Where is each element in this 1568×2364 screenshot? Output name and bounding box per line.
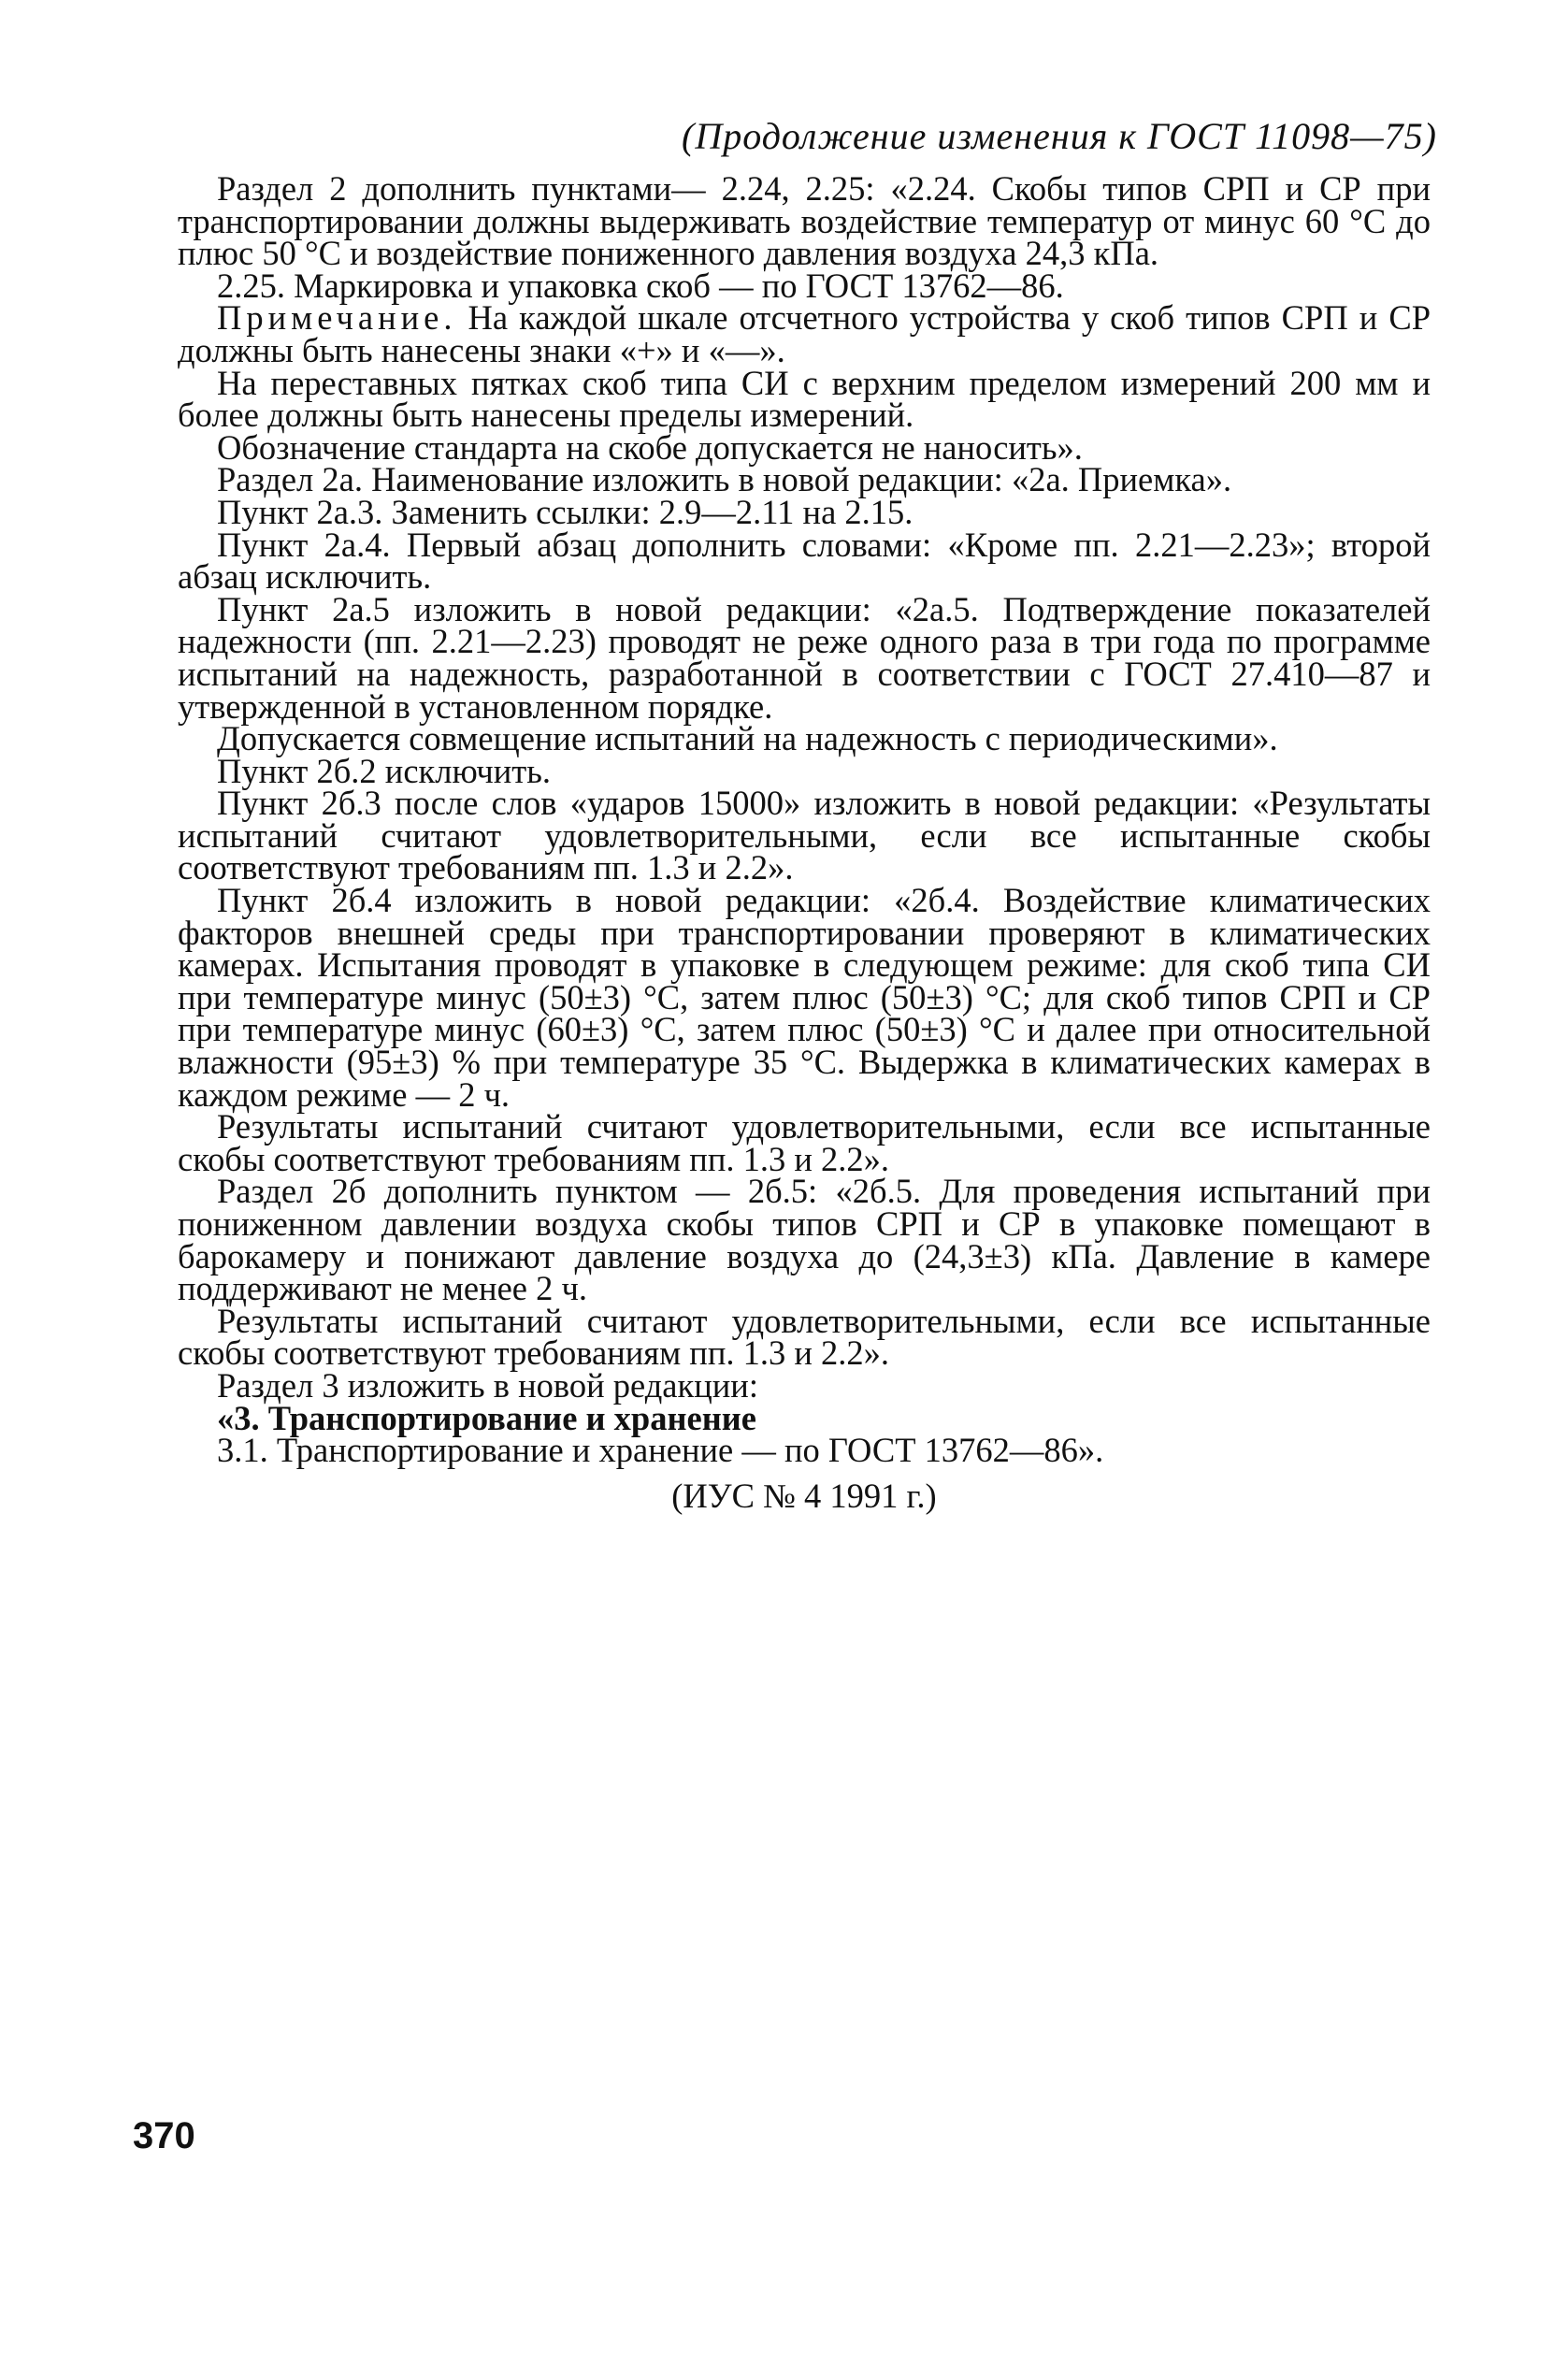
paragraph-2a-4: Пункт 2а.4. Первый абзац дополнить словами: «Кроме пп. 2.21—2.23»; второй абзац исключить. — [178, 525, 1431, 597]
paragraph-results-1: Результаты испытаний считают удовлетворительными, если все испытанные скобы соответствуют требованиям пп. 1.3 и 2.2». — [178, 1107, 1431, 1178]
amendment-text — [178, 169, 1431, 1515]
page-number: 370 — [133, 2115, 195, 2156]
paragraph-2b-2: Пункт 2б.2 исключить. — [217, 751, 551, 790]
section-3-heading: «3. Транспортирование и хранение — [217, 1398, 756, 1437]
paragraph-si-heels: На переставных пятках скоб типа СИ с верхним пределом измерений 200 мм и более должны быть нанесены пределы измерений. — [178, 363, 1431, 435]
paragraph-section-2a: Раздел 2а. Наименование изложить в новой редакции: «2а. Приемка». — [217, 460, 1232, 499]
paragraph-section-3: Раздел 3 изложить в новой редакции: — [217, 1365, 758, 1405]
paragraph-3-1: 3.1. Транспортирование и хранение — по ГОСТ 13762—86». — [217, 1431, 1104, 1470]
note-label: Примечание. — [217, 298, 457, 338]
paragraph-2b-5: Раздел 2б дополнить пунктом — 2б.5: «2б.5. Для проведения испытаний при пониженном давлении воздуха скобы типов СРП и СР в упаковке помещают в барокамеру и понижают давление воздуха до (24,3±3) кПа. Давление в камере поддерживают не менее 2 ч. — [178, 1172, 1431, 1308]
paragraph-2-25: 2.25. Маркировка и упаковка скоб — по ГОСТ 13762—86. — [217, 266, 1064, 305]
running-header: (Продолжение изменения к ГОСТ 11098—75) — [682, 115, 1437, 157]
paragraph-note — [178, 298, 1431, 369]
paragraph-2b-4: Пункт 2б.4 изложить в новой редакции: «2б.4. Воздействие климатических факторов внешней среды при транспортировании проверяют в климатических камерах. Испытания проводят в упаковке в следующем режиме: для скоб типа СИ при температуре минус (50±3) °С, затем плюс (50±3) °С; для скоб типов СРП и СР при температуре минус (60±3) °С, затем плюс (50±3) °С и далее при относительной влажности (95±3) % при температуре 35 °С. Выдержка в климатических камерах в каждом режиме — 2 ч. — [178, 881, 1431, 1114]
paragraph-standard-designation: Обозначение стандарта на скобе допускается не наносить». — [217, 427, 1083, 467]
paragraph-2a-5: Пункт 2а.5 изложить в новой редакции: «2а.5. Подтверждение показателей надежности (пп. 2.21—2.23) проводят не реже одного раза в три года по программе испытаний на надежность, разработанной в соответствии с ГОСТ 27.410—87 и утвержденной в установленном порядке. — [178, 589, 1431, 726]
note-text: На каждой шкале отсчетного устройства у скоб типов СРП и СР должны быть нанесены знаки «+» и «—». — [178, 298, 1431, 369]
paragraph-section-2-additions: Раздел 2 дополнить пунктами— 2.24, 2.25: «2.24. Скобы типов СРП и СР при транспортировании должны выдерживать воздействие температур от минус 60 °С до плюс 50 °С и воздействие пониженного давления воздуха 24,3 кПа. — [178, 169, 1431, 273]
paragraph-results-2: Результаты испытаний считают удовлетворительными, если все испытанные скобы соответствуют требованиям пп. 1.3 и 2.2». — [178, 1301, 1431, 1373]
paragraph-2b-3: Пункт 2б.3 после слов «ударов 15000» изложить в новой редакции: «Результаты испытаний считают удовлетворительными, если все испытанные скобы соответствуют требованиям пп. 1.3 и 2.2». — [178, 784, 1431, 887]
source-reference: (ИУС № 4 1991 г.) — [671, 1476, 937, 1515]
paragraph-combined-tests: Допускается совмещение испытаний на надежность с периодическими». — [217, 719, 1278, 758]
paragraph-2a-3: Пункт 2а.3. Заменить ссылки: 2.9—2.11 на 2.15. — [217, 492, 913, 531]
